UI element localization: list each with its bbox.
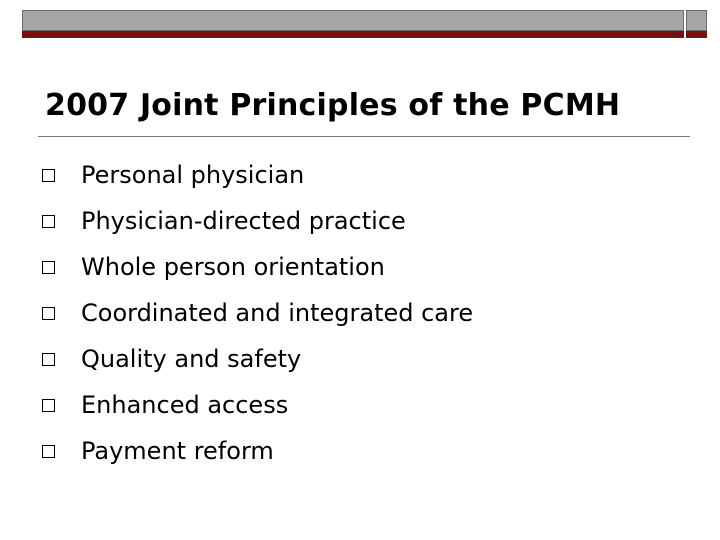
bullet-text: Physician-directed practice xyxy=(81,207,406,235)
bullet-text: Payment reform xyxy=(81,437,274,465)
header-band-gray xyxy=(22,10,684,31)
header-corner-red xyxy=(686,31,707,38)
list-item xyxy=(42,198,473,244)
header-corner-box xyxy=(686,10,707,31)
bullet-text: Quality and safety xyxy=(81,345,302,373)
hollow-square-bullet-icon xyxy=(42,169,55,182)
slide-title: 2007 Joint Principles of the PCMH xyxy=(45,88,621,123)
bullet-text: Whole person orientation xyxy=(81,253,385,281)
bullet-text: Coordinated and integrated care xyxy=(81,299,474,327)
bullet-text: Personal physician xyxy=(81,161,305,189)
hollow-square-bullet-icon xyxy=(42,307,55,320)
list-item xyxy=(42,382,473,428)
hollow-square-bullet-icon xyxy=(42,353,55,366)
title-divider xyxy=(38,136,690,137)
list-item xyxy=(42,244,473,290)
hollow-square-bullet-icon xyxy=(42,261,55,274)
list-item xyxy=(42,428,473,474)
list-item xyxy=(42,152,473,198)
hollow-square-bullet-icon xyxy=(42,445,55,458)
list-item xyxy=(42,290,473,336)
hollow-square-bullet-icon xyxy=(42,215,55,228)
bullet-list xyxy=(42,152,473,474)
list-item xyxy=(42,336,473,382)
header-band-red xyxy=(22,31,684,38)
bullet-text: Enhanced access xyxy=(81,391,289,419)
hollow-square-bullet-icon xyxy=(42,399,55,412)
